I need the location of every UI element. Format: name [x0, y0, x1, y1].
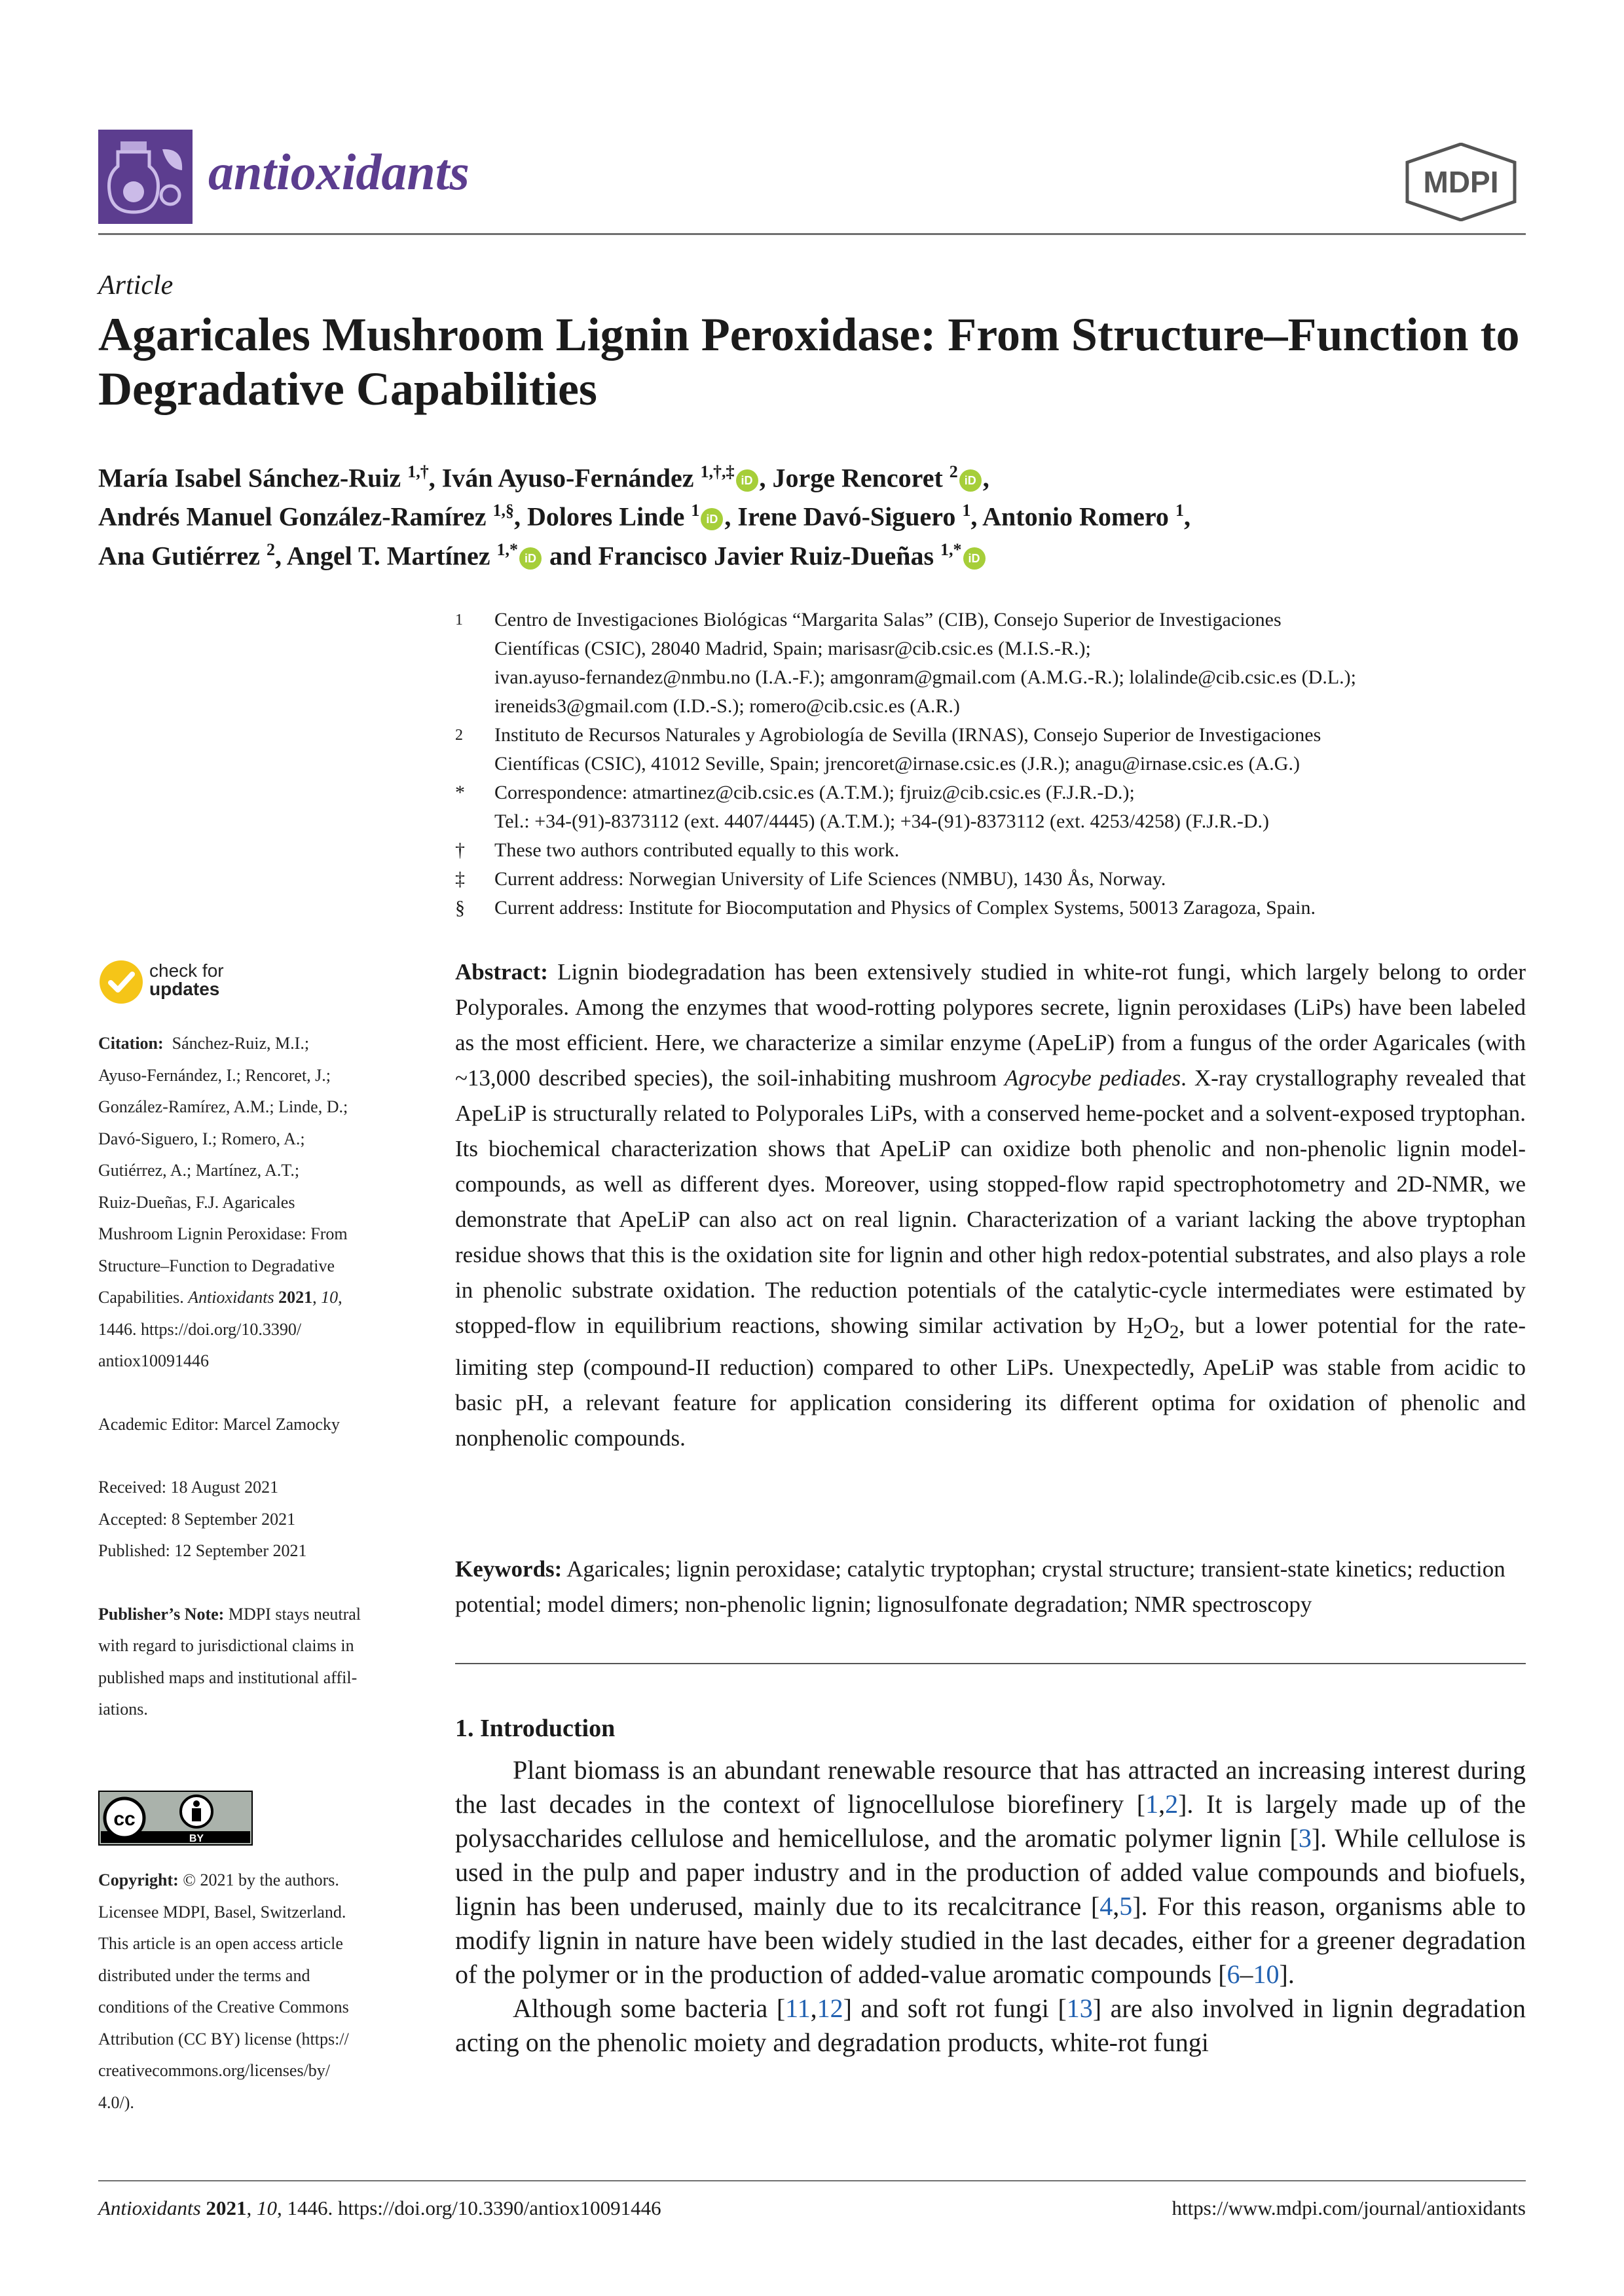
publisher-note: [98, 1599, 419, 1726]
author-name: Andrés Manuel González-Ramírez: [98, 501, 487, 532]
affiliation-entry: [455, 721, 1522, 778]
citation-block: Citation: Sánchez-Ruiz, M.I.; Ayuso-Fernández, I.; Rencoret, J.; González-Ramírez, A.M.; Linde, D.; Davó-Siguero, I.; Romero, A.; Gutiérrez, A.; Martínez, A.T.; Ruiz-Dueñas, F.J. Agaricales Mushroom Lignin Peroxidase: From Structure–Function to Degradative Capabilities. Antioxidants 2021, 10, 1446. https://doi.org/10.3390/ antiox10091446: [98, 1034, 348, 1370]
copyright-line: © 2021 by the authors.: [183, 1870, 339, 1889]
orcid-icon[interactable]: iD: [963, 547, 986, 570]
introduction-text: ]. It is largely made up of the polysaccharides cellulose and hemicellulose, and the aromatic polymer lignin [: [455, 1789, 1526, 1853]
check-updates-line2: updates: [149, 979, 220, 999]
introduction-body: [455, 1753, 1526, 2060]
affiliation-line: Correspondence: atmartinez@cib.csic.es (A.T.M.); fjruiz@cib.csic.es (F.J.R.-D.);: [494, 782, 1135, 803]
h2o2-subscript: 2: [1143, 1322, 1153, 1343]
abstract-label: Abstract:: [455, 959, 548, 985]
copyright-line: conditions of the Creative Commons: [98, 1997, 349, 2016]
publisher-note-line: with regard to jurisdictional claims in: [98, 1636, 354, 1655]
abstract: [455, 955, 1526, 1456]
affiliation-marker: †: [455, 839, 465, 861]
abstract-text: Lignin biodegradation has been extensively studied in white-rot fungi, which largely belong to order Polyporales. Among the enzymes that wood-rotting polypores secrete, lignin peroxidases (LiPs) have been labeled as the most efficient. Here, we characterize a similar enzyme (ApeLiP) from a fungus of the order Agaricales (with ~13,000 described species), the soil-inhabiting mushroom: [455, 959, 1526, 1091]
author-separator: ,: [428, 463, 442, 493]
keywords-text: Agaricales; lignin peroxidase; catalytic tryptophan; crystal structure; transient-state kinetics; reduction potential; model dimers; non-phenolic lignin; lignosulfonate degradation; NMR spectroscopy: [455, 1556, 1505, 1617]
introduction-text: –: [1240, 1959, 1253, 1989]
academic-editor: Academic Editor: Marcel Zamocky: [98, 1414, 340, 1434]
affiliation-entry: [455, 894, 1522, 922]
introduction-heading: 1. Introduction: [455, 1715, 616, 1742]
affiliation-line: Instituto de Recursos Naturales y Agrobiología de Sevilla (IRNAS), Consejo Superior de Investigaciones: [494, 724, 1321, 746]
mdpi-logo-icon[interactable]: [1405, 143, 1517, 221]
introduction-text: ] and soft rot fungi [: [843, 1994, 1067, 2023]
affiliation-line: These two authors contributed equally to this work.: [494, 839, 900, 861]
footer-divider: [98, 2180, 1526, 2181]
publisher-note-label: Publisher’s Note:: [98, 1604, 225, 1624]
abstract-text: , but a lower potential for the rate-limiting step (compound-II reduction) compared to other LiPs. Unexpectedly, ApeLiP was stable from acidic to basic pH, a relevant feature for application considering its different optima for oxidation of phenolic and nonphenolic compounds.: [455, 1313, 1526, 1451]
affiliation-marker: ‡: [455, 868, 465, 890]
introduction-paragraph: [455, 1992, 1526, 2060]
article-title: Agaricales Mushroom Lignin Peroxidase: From Structure–Function to Degradative Capabilities: [98, 308, 1520, 415]
citation-doi-link[interactable]: 1446. https://doi.org/10.3390/: [98, 1319, 302, 1339]
reference-link[interactable]: 11: [785, 1994, 811, 2023]
footer-doi-link[interactable]: , 1446. https://doi.org/10.3390/antiox10091446: [276, 2196, 661, 2219]
affiliation-list: [455, 606, 1522, 922]
copyright-line: 4.0/).: [98, 2092, 134, 2112]
affiliation-line: Current address: Institute for Biocomputation and Physics of Complex Systems, 50013 Zaragoza, Spain.: [494, 897, 1316, 919]
copyright-line: distributed under the terms and: [98, 1965, 310, 1985]
author-name: Angel T. Martínez: [286, 540, 490, 570]
check-for-updates-button[interactable]: [98, 959, 268, 1011]
reference-link[interactable]: 6: [1227, 1959, 1240, 1989]
author-separator: ,: [274, 540, 287, 570]
affiliation-line: ivan.ayuso-fernandez@nmbu.no (I.A.-F.); amgonram@gmail.com (A.M.G.-R.); lolalinde@cib.csic.es (D.L.);: [494, 666, 1356, 688]
author-name: Ana Gutiérrez: [98, 540, 260, 570]
affiliation-entry: [455, 778, 1522, 836]
introduction-text: ,: [1158, 1789, 1166, 1819]
reference-link[interactable]: 3: [1298, 1823, 1312, 1853]
affiliation-marker: *: [455, 782, 465, 803]
author-separator: ,: [759, 463, 773, 493]
copyright-block: [98, 1865, 419, 2119]
footer-volume: 10: [256, 2196, 277, 2219]
author-name: Antonio Romero: [982, 501, 1169, 532]
journal-name: antioxidants: [208, 143, 470, 200]
author-name: Jorge Rencoret: [772, 463, 943, 493]
citation-line: Mushroom Lignin Peroxidase: From: [98, 1224, 348, 1243]
citation-line: Ayuso-Fernández, I.; Rencoret, J.;: [98, 1065, 331, 1085]
accepted-date: Accepted: 8 September 2021: [98, 1509, 296, 1529]
introduction-text: Although some bacteria [: [513, 1994, 786, 2023]
affiliation-marker: 1: [455, 611, 463, 629]
copyright-label: Copyright:: [98, 1870, 179, 1889]
introduction-text: ].: [1279, 1959, 1295, 1989]
cc-by-license-icon[interactable]: [98, 1791, 253, 1846]
author-affiliation-marker: 1,§: [492, 501, 514, 520]
affiliation-line: Tel.: +34-(91)-8373112 (ext. 4407/4445) (A.T.M.); +34-(91)-8373112 (ext. 4253/4258) (F.J.R.-D.): [494, 811, 1270, 832]
author-affiliation-marker: 1,*: [496, 539, 518, 559]
affiliation-line: Científicas (CSIC), 41012 Seville, Spain; jrencoret@irnase.csic.es (J.R.); anagu@irnase.csic.es (A.G.): [494, 753, 1300, 774]
author-affiliation-marker: 1,†,‡: [700, 462, 735, 481]
check-updates-icon: [98, 959, 144, 1005]
citation-line: González-Ramírez, A.M.; Linde, D.;: [98, 1097, 348, 1116]
affiliation-entry: [455, 836, 1522, 865]
keywords-label: Keywords:: [455, 1556, 563, 1582]
citation-doi-link[interactable]: antiox10091446: [98, 1351, 209, 1370]
author-affiliation-marker: 1,†: [407, 462, 429, 481]
author-affiliation-marker: 2: [949, 462, 958, 481]
reference-link[interactable]: 4: [1099, 1891, 1113, 1921]
footer-journal: Antioxidants: [98, 2196, 201, 2219]
author-name: Irene Davó-Siguero: [737, 501, 956, 532]
author-affiliation-marker: 1: [962, 501, 971, 520]
introduction-text: ]. For this reason, organisms able to modify lignin in nature have been widely studied in the last decades, either for a greener degradation of the polymer or in the production of added-value aromatic compounds [: [455, 1891, 1526, 1989]
author-affiliation-marker: 2: [266, 539, 275, 559]
reference-link[interactable]: 5: [1119, 1891, 1133, 1921]
header-divider: [98, 233, 1526, 235]
h2o2-o: O: [1153, 1313, 1170, 1338]
author-separator: ,: [724, 501, 738, 532]
affiliation-marker: §: [455, 897, 465, 919]
species-name: Agrocybe pediades: [1005, 1065, 1181, 1091]
orcid-icon[interactable]: iD: [959, 469, 982, 492]
author-name: María Isabel Sánchez-Ruiz: [98, 463, 401, 493]
author-separator: ,: [1183, 501, 1190, 532]
author-list: [98, 456, 1526, 572]
article-type: Article: [98, 270, 174, 301]
h2o2-subscript: 2: [1169, 1322, 1179, 1343]
orcid-icon[interactable]: iD: [519, 547, 542, 570]
citation-volume: 10: [321, 1288, 339, 1307]
author-separator: ,: [982, 463, 989, 493]
reference-link[interactable]: 12: [817, 1994, 843, 2023]
author-name: Dolores Linde: [526, 501, 685, 532]
footer-journal-url[interactable]: https://www.mdpi.com/journal/antioxidants: [1172, 2196, 1526, 2219]
citation-journal: Antioxidants: [188, 1288, 274, 1307]
orcid-icon[interactable]: iD: [701, 508, 723, 530]
author-name: Francisco Javier Ruiz-Dueñas: [598, 540, 934, 570]
author-affiliation-marker: 1: [691, 501, 700, 520]
abstract-text: . X-ray crystallography revealed that ApeLiP is structurally related to Polyporales LiPs, with a conserved heme-pocket and a solvent-exposed tryptophan. Its biochemical characterization shows that ApeLiP can oxidize both phenolic and non-phenolic lignin model-compounds, as well as different dyes. Moreover, using stopped-flow rapid spectrophotometry and 2D-NMR, we demonstrate that ApeLiP can also act on real lignin. Characterization of a variant lacking the above tryptophan residue shows that this is the oxidation site for lignin and other high redox-potential substrates, and also plays a role in phenolic substrate oxidation. The reduction potentials of the catalytic-cycle intermediates were estimated by stopped-flow in equilibrium reactions, showing similar activation by H: [455, 1065, 1526, 1338]
section-divider: [455, 1663, 1526, 1664]
introduction-text: ,: [1113, 1891, 1120, 1921]
published-date: Published: 12 September 2021: [98, 1541, 307, 1560]
author-name: Iván Ayuso-Fernández: [441, 463, 694, 493]
copyright-line: Attribution (CC BY) license (https://: [98, 2029, 349, 2049]
affiliation-entry: [455, 865, 1522, 894]
affiliation-line: Científicas (CSIC), 28040 Madrid, Spain; marisasr@cib.csic.es (M.I.S.-R.);: [494, 638, 1091, 659]
license-link[interactable]: creativecommons.org/licenses/by/: [98, 2061, 331, 2080]
keywords: [455, 1552, 1526, 1622]
mdpi-logo-text: MDPI: [1423, 165, 1499, 199]
author-affiliation-marker: 1: [1175, 501, 1184, 520]
introduction-text: Plant biomass is an abundant renewable resource that has attracted an increasing interest during the last decades in the context of lignocellulose biorefinery [: [455, 1755, 1526, 1819]
introduction-text: ]. While cellulose is used in the pulp and paper industry and in the production of added value compounds and biofuels, lignin has been underused, mainly due to its recalcitrance [: [455, 1823, 1526, 1921]
affiliation-line: ireneids3@gmail.com (I.D.-S.); romero@cib.csic.es (A.R.): [494, 695, 960, 717]
citation-label: Citation:: [98, 1034, 164, 1053]
citation-year: 2021: [278, 1288, 313, 1307]
reference-link[interactable]: 13: [1066, 1994, 1093, 2023]
copyright-line: This article is an open access article: [98, 1934, 343, 1953]
introduction-paragraph: [455, 1753, 1526, 1992]
footer-year: 2021: [206, 2196, 247, 2219]
citation-line: Davó-Siguero, I.; Romero, A.;: [98, 1129, 305, 1148]
affiliation-marker: 2: [455, 727, 463, 744]
cc-label: cc: [113, 1808, 136, 1830]
author-separator: and: [542, 540, 599, 570]
publisher-note-line: MDPI stays neutral: [228, 1604, 361, 1624]
citation-line: Ruiz-Dueñas, F.J. Agaricales: [98, 1192, 295, 1212]
author-separator: ,: [970, 501, 983, 532]
received-date: Received: 18 August 2021: [98, 1478, 279, 1497]
reference-link[interactable]: 2: [1165, 1789, 1179, 1819]
author-separator: ,: [513, 501, 527, 532]
check-updates-line1: check for: [149, 960, 224, 981]
publisher-note-line: published maps and institutional affil-: [98, 1667, 358, 1687]
introduction-text: ,: [810, 1994, 817, 2023]
citation-line: Structure–Function to Degradative: [98, 1256, 335, 1275]
reference-link[interactable]: 1: [1145, 1789, 1159, 1819]
affiliation-line: Current address: Norwegian University of Life Sciences (NMBU), 1430 Ås, Norway.: [494, 868, 1166, 890]
orcid-icon[interactable]: iD: [736, 469, 758, 492]
affiliation-entry: [455, 606, 1522, 721]
publisher-note-line: iations.: [98, 1700, 148, 1719]
journal-logo-icon: [98, 130, 193, 224]
citation-line: Capabilities.: [98, 1288, 184, 1307]
reference-link[interactable]: 10: [1253, 1959, 1280, 1989]
by-label: BY: [189, 1833, 204, 1844]
introduction-text: ] are also involved in lignin degradation acting on the phenolic moiety and degradation products, white-rot fungi: [455, 1994, 1526, 2057]
footer-citation: Antioxidants 2021, 10, 1446. https://doi.org/10.3390/antiox10091446: [98, 2196, 661, 2219]
citation-line: Sánchez-Ruiz, M.I.;: [172, 1034, 310, 1053]
copyright-line: Licensee MDPI, Basel, Switzerland.: [98, 1902, 346, 1922]
author-affiliation-marker: 1,*: [940, 539, 962, 559]
affiliation-line: Centro de Investigaciones Biológicas “Margarita Salas” (CIB), Consejo Superior de Investigaciones: [494, 609, 1282, 630]
sidebar: [98, 1028, 419, 1726]
citation-line: Gutiérrez, A.; Martínez, A.T.;: [98, 1161, 300, 1180]
